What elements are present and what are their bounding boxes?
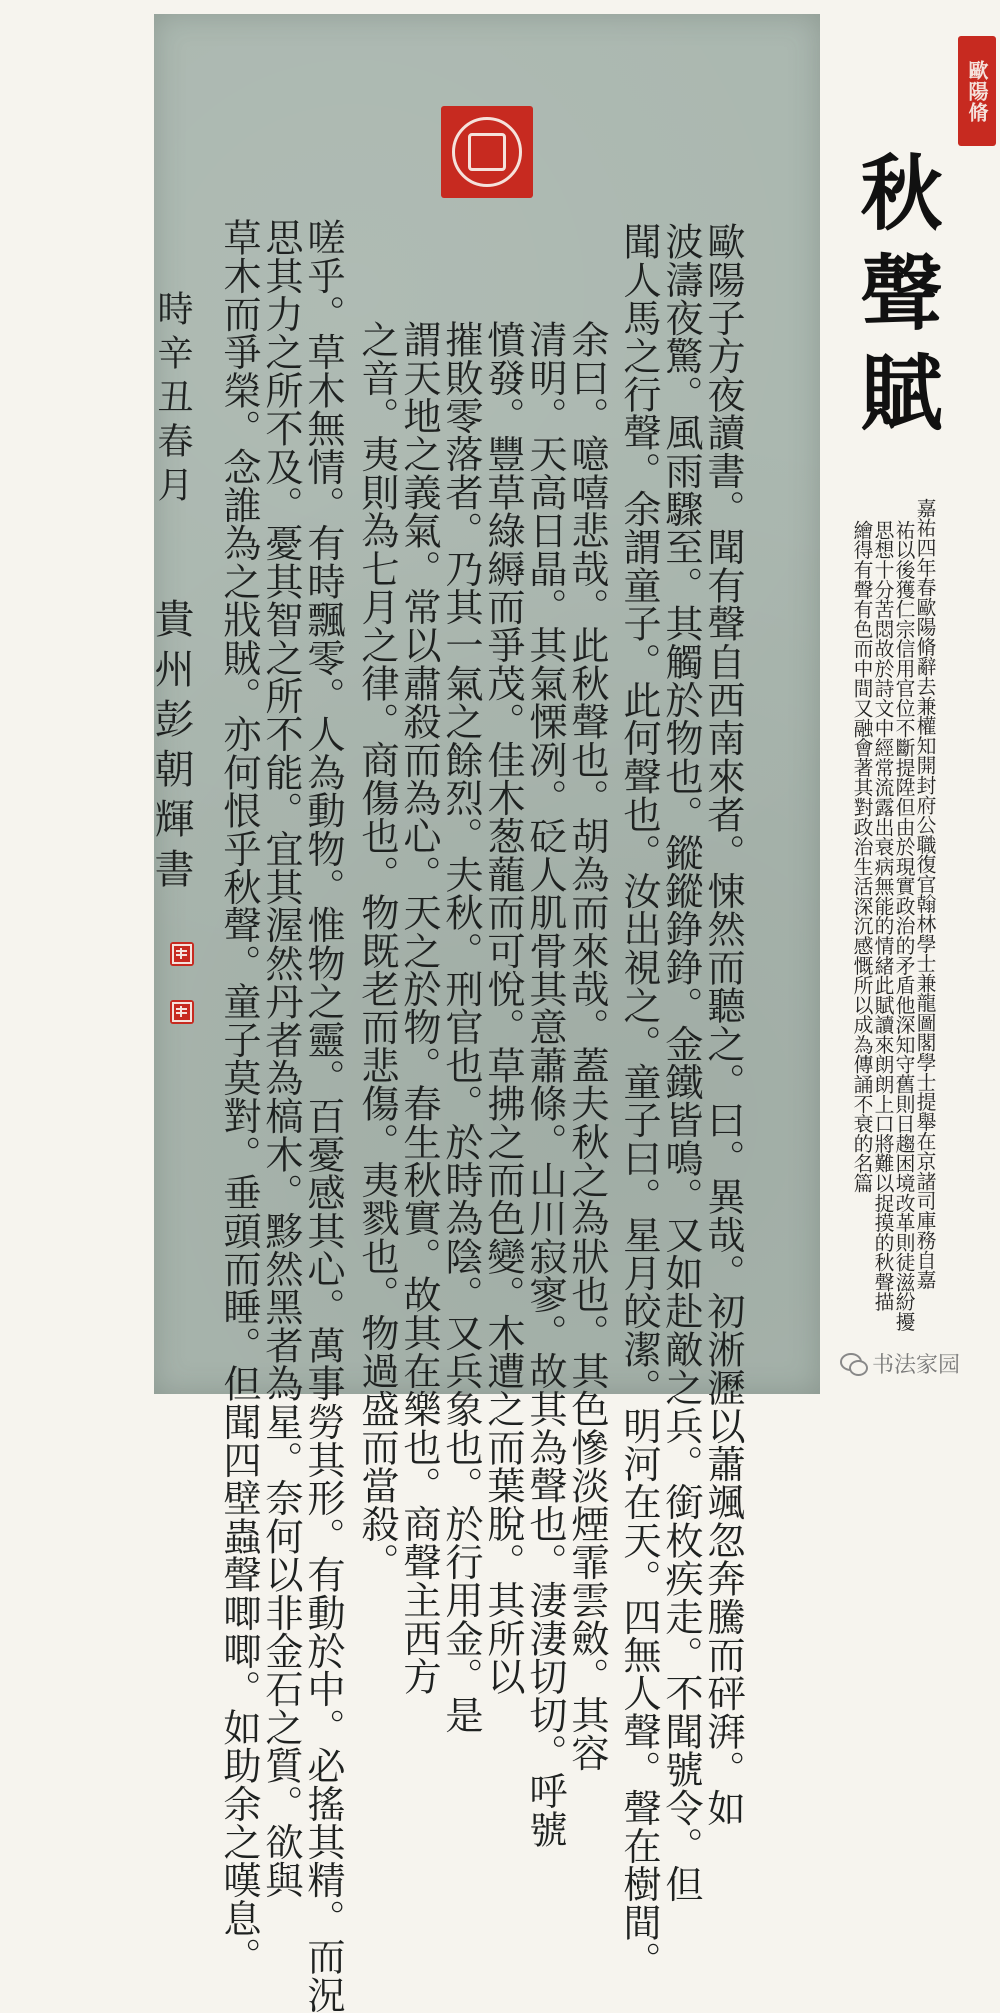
page-title: 秋聲賦: [847, 150, 943, 450]
poem-column-9: 之音。夷則為七月之律。商傷也。物既老而悲傷。夷戮也。物過盛而當殺。: [354, 320, 398, 1581]
date-line: 時辛丑春月: [152, 290, 193, 510]
poem-column-2: 波濤夜驚。風雨驟至。其觸於物也。鏦鏦錚錚。金鐵皆鳴。又如赴敵之兵。銜枚疾走。不聞號令。但: [658, 222, 702, 1903]
name-seal-lower: [170, 1000, 194, 1024]
poem-column-4: 余曰。噫嘻悲哉。此秋聲也。胡為而來哉。蓋夫秋之為狀也。其色慘淡煙霏雲斂。其容: [564, 320, 608, 1772]
poem-column-8: 謂天地之義氣。常以肅殺而為心。天之於物。春生秋實。故其在樂也。商聲主西方: [396, 320, 440, 1696]
poem-column-10: 嗟乎。草木無情。有時飄零。人為動物。惟物之靈。百憂感其心。萬事勞其形。有動於中。必搖其精。而況: [300, 218, 344, 2013]
name-seal-upper: [170, 942, 194, 966]
signature: 貴州彭朝輝書: [148, 598, 194, 898]
poem-column-12: 草木而爭榮。念誰為之戕賊。亦何恨乎秋聲。童子莫對。垂頭而睡。但聞四壁蟲聲唧唧。如助余之嘆息。: [216, 218, 260, 1976]
corner-seal: [958, 36, 996, 146]
note-column-3: 思想十分苦悶故於詩文中經常流露出衰病無能的情緒此賦讀來朗朗上口將難以捉摸的秋聲描: [871, 520, 894, 1312]
poem-column-11: 思其力之所不及。憂其智之所不能。宜其渥然丹者為槁木。黟然黑者為星。奈何以非金石之質。欲與: [258, 218, 302, 1899]
poem-column-1: 歐陽子方夜讀書。聞有聲自西南來者。悚然而聽之。曰。異哉。初淅瀝以蕭颯忽奔騰而砰湃。如: [700, 222, 744, 1827]
poem-column-5: 清明。天高日晶。其氣慄冽。砭人肌骨其意蕭條。山川寂寥。故其為聲也。淒淒切切。呼號: [522, 320, 566, 1848]
poem-column-6: 憤發。豐草綠縟而爭茂。佳木葱蘢而可悅。草拂之而色變。木遭之而葉脫。其所以: [480, 320, 524, 1696]
note-column-2: 祐以後獲仁宗信用官位不斷提陞但由於現實政治的矛盾他深知守舊則日趨困境改革則徒滋紛擾: [892, 520, 915, 1332]
wechat-icon: [840, 1353, 866, 1375]
corner-seal-text: 歐陽脩: [965, 59, 989, 123]
round-seal-stamp: [441, 106, 533, 198]
watermark-text: 书法家园: [872, 1352, 961, 1377]
poem-column-7: 摧敗零落者。乃其一氣之餘烈。夫秋。刑官也。於時為陰。又兵象也。於行用金。是: [438, 320, 482, 1734]
poem-column-3: 聞人馬之行聲。余謂童子。此何聲也。汝出視之。童子曰。星月皎潔。明河在天。四無人聲。聲在樹間。: [616, 222, 660, 1980]
watermark: [840, 1348, 960, 1379]
note-column-4: 繪得有聲有色而中間又融會著其對政治生活深沉感慨所以成為傳誦不衰的名篇: [850, 520, 873, 1193]
note-column-1: 嘉祐四年春歐陽脩辭去兼權知開封府公職復官翰林學士兼龍圖閣學士提舉在京諸司庫務自嘉: [913, 498, 936, 1290]
